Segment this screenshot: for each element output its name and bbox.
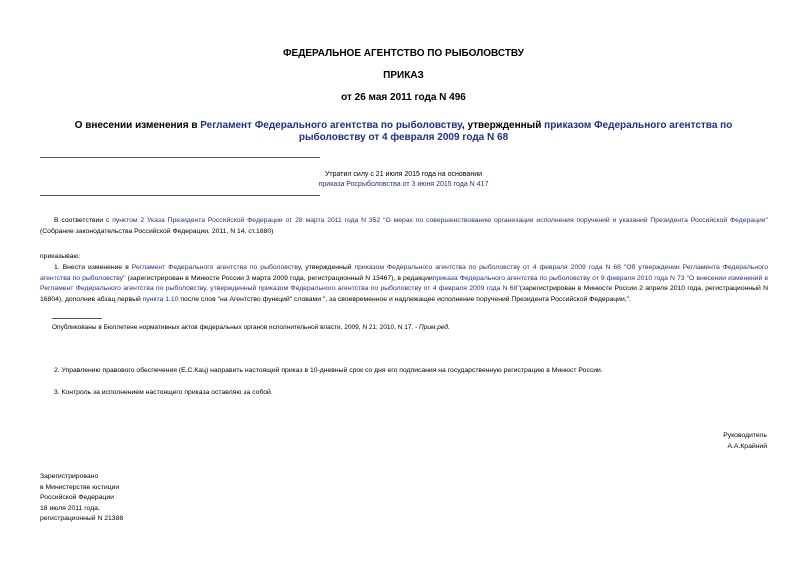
- registration-line-3: Российской Федерации: [40, 494, 114, 501]
- preamble-link-decree[interactable]: пунктом 2 Указа Президента Российской Федерации от 28 марта 2011 года N 352 "О мерах по совершенствованию организации исполнения поручений и указаний Президента Российской Федерации": [112, 217, 768, 224]
- item1-text-4: (зарегистрирован в Минюсте России 2 апреля 2010 года, регистрационный N 16804): [40, 285, 768, 303]
- item1-link-point-1-10[interactable]: пункта 1.10: [142, 295, 179, 303]
- item1-link-order-68[interactable]: приказом Федерального агентства по рыболовству от 4 февраля 2009 года N 68 "Об утверждении Регламента Федерального агентства по рыболовству": [40, 264, 768, 282]
- doc-date: от 26 мая 2011 года N 496: [341, 92, 466, 103]
- item1-text-1: 1. Внести изменение в: [54, 264, 132, 271]
- status-link[interactable]: приказа Росрыболовства от 3 июня 2015 года N 417: [318, 181, 489, 188]
- footnote: [52, 323, 768, 333]
- item-3: 3. Контроль за исполнением настоящего приказа оставляю за собой.: [54, 389, 273, 396]
- registration-block: [40, 472, 123, 525]
- signature-name: А.А.Крайний: [727, 443, 767, 450]
- preamble-text-2: (Собрание законодательства Российской Федерации, 2011, N 14, ст.1880): [40, 227, 274, 235]
- footnote-divider: [52, 318, 102, 319]
- item-1: [40, 263, 768, 305]
- status-line: Утратил силу с 21 июля 2015 года на основании: [324, 171, 483, 178]
- title-link-order[interactable]: приказом Федерального агентства по рыболовству от 4 февраля 2009 года N 68: [298, 120, 733, 143]
- title-text-1: О внесении изменения в: [74, 120, 201, 131]
- item1-link-regulation[interactable]: Регламент Федерального агентства по рыболовству: [131, 264, 301, 271]
- preamble-text-1: В соответствии с: [54, 217, 113, 224]
- item1-text-5: , дополнив абзац первый: [61, 295, 143, 303]
- order-word: приказываю:: [40, 253, 81, 260]
- footnote-editor-note: Прим.ред.: [419, 324, 450, 331]
- registration-line-1: Зарегистрировано: [40, 473, 99, 480]
- registration-line-2: в Министерстве юстиции: [40, 483, 120, 491]
- item1-link-order-73[interactable]: приказа Федерального агентства по рыболовству от 9 февраля 2010 года N 73 "О внесении изменений в Регламент Федерального агентства по рыболовству, утвержденный приказом Федерального агентства по рыболовству от 4 февраля 2009 года N 68": [40, 274, 769, 292]
- registration-line-4: 18 июля 2011 года,: [40, 504, 100, 512]
- item-2: 2. Управлению правового обеспечения (Е.С.Кац) направить настоящий приказ в 10-дневный срок со дня его подписания на государственную регистрацию в Минюст России.: [54, 367, 603, 374]
- title-text-2: , утвержденный: [461, 120, 545, 131]
- divider-status: [40, 195, 320, 196]
- title-link-regulation[interactable]: Регламент Федерального агентства по рыболовству: [200, 120, 462, 131]
- item1-text-3: (зарегистрирован в Минюсте России 3 марта 2009 года, регистрационный N 13467), в редакции: [125, 274, 433, 282]
- doc-type: ПРИКАЗ: [383, 70, 424, 81]
- item1-text-2: , утвержденный: [300, 264, 355, 271]
- agency-name: ФЕДЕРАЛЬНОЕ АГЕНТСТВО ПО РЫБОЛОВСТВУ: [283, 48, 524, 59]
- preamble: [40, 216, 768, 237]
- footnote-text: Опубликованы в Бюллетене нормативных актов федеральных органов исполнительной власти, 2009, N 21; 2010, N 17. -: [52, 324, 420, 331]
- item1-text-6: после слов "на Агентство функций" словами ", за своевременное и надлежащее исполнение поручений Президента Российской Федерации,".: [178, 295, 631, 303]
- doc-title: [40, 120, 767, 144]
- signature-role: Руководитель: [723, 432, 767, 439]
- divider-top: [40, 157, 320, 158]
- registration-line-5: регистрационный N 21388: [40, 515, 124, 522]
